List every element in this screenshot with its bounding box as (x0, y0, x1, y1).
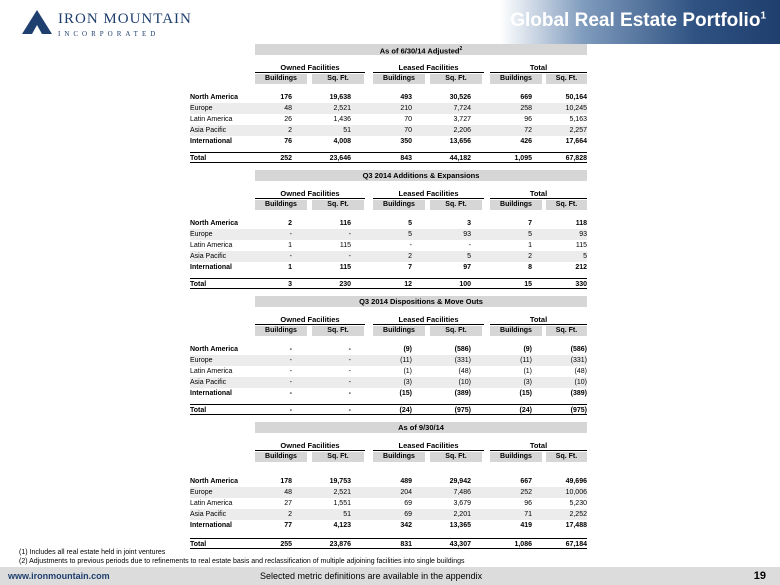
row-label: Europe (190, 105, 213, 112)
table-cell: - (409, 242, 412, 249)
table-cell: 489 (400, 478, 412, 485)
table-cell: 831 (400, 541, 412, 548)
table-row (190, 487, 587, 498)
row-label: International (190, 264, 233, 271)
logo-text: IRON MOUNTAIN (58, 11, 192, 27)
table-cell: - (289, 379, 292, 386)
table-cell: (10) (574, 379, 587, 386)
group-header-total: Total (490, 441, 587, 451)
website-link[interactable]: www.ironmountain.com (8, 571, 110, 581)
table-cell: 3,679 (453, 500, 471, 507)
table-cell: - (348, 390, 351, 397)
table-cell: - (348, 231, 351, 238)
group-header-total: Total (490, 63, 587, 73)
table-section (190, 44, 587, 167)
page-number: 19 (753, 570, 766, 582)
table-cell: (15) (519, 390, 532, 397)
row-label: Asia Pacific (190, 253, 227, 260)
table-section (190, 422, 587, 546)
table-section (190, 170, 587, 293)
table-cell: - (289, 407, 292, 414)
table-cell: 69 (404, 500, 412, 507)
table-cell: 5,230 (569, 500, 587, 507)
header-bar (0, 0, 780, 44)
table-cell: 5,163 (569, 116, 587, 123)
row-label: Europe (190, 489, 213, 496)
table-cell: (15) (399, 390, 412, 397)
table-cell: 1,086 (514, 541, 532, 548)
table-cell: 4,008 (333, 138, 351, 145)
table-cell: 178 (280, 478, 292, 485)
table-cell: 96 (524, 500, 532, 507)
table-cell: (389) (454, 390, 471, 397)
row-label: North America (190, 346, 238, 353)
table-cell: (48) (458, 368, 471, 375)
table-row (190, 92, 587, 103)
table-total-row (190, 278, 587, 289)
section-title: As of 9/30/14 (255, 422, 587, 433)
row-label: North America (190, 478, 238, 485)
table-cell: (3) (523, 379, 532, 386)
row-label: Total (190, 155, 207, 162)
table-cell: (3) (403, 379, 412, 386)
table-cell: (975) (454, 407, 471, 414)
table-cell: 176 (280, 94, 292, 101)
row-label: Latin America (190, 500, 233, 507)
table-cell: (331) (570, 357, 587, 364)
table-section (190, 296, 587, 419)
column-header-buildings: Buildings (373, 74, 425, 84)
column-header-buildings: Buildings (373, 200, 425, 210)
table-cell: 50,164 (565, 94, 587, 101)
table-cell: 419 (520, 522, 532, 529)
table-row (190, 218, 587, 229)
table-cell: 19,638 (329, 94, 351, 101)
table-cell: 13,656 (449, 138, 471, 145)
table-cell: 330 (575, 281, 587, 288)
table-cell: (11) (520, 357, 532, 364)
table-cell: 15 (524, 281, 532, 288)
table-cell: - (289, 368, 292, 375)
table-cell: 843 (400, 155, 412, 162)
table-cell: - (348, 346, 351, 353)
table-cell: - (348, 379, 351, 386)
row-label: International (190, 390, 233, 397)
table-row (190, 262, 587, 273)
table-cell: 4,123 (333, 522, 351, 529)
table-cell: 116 (339, 220, 351, 227)
column-header-buildings: Buildings (490, 74, 542, 84)
table-cell: 97 (463, 264, 471, 271)
table-cell: 212 (575, 264, 587, 271)
table-cell: 342 (400, 522, 412, 529)
table-cell: 2,521 (333, 489, 351, 496)
column-header-sqft: Sq. Ft. (430, 326, 482, 336)
column-header-buildings: Buildings (490, 452, 542, 462)
table-row (190, 251, 587, 262)
section-title: Q3 2014 Dispositions & Move Outs (255, 296, 587, 307)
table-cell: 252 (520, 489, 532, 496)
table-cell: 67,828 (565, 155, 587, 162)
column-header-sqft: Sq. Ft. (312, 326, 364, 336)
row-label: Total (190, 281, 207, 288)
group-header-total: Total (490, 189, 587, 199)
table-cell: - (289, 253, 292, 260)
table-cell: 17,664 (565, 138, 587, 145)
table-row (190, 498, 587, 509)
table-row (190, 229, 587, 240)
table-cell: 8 (528, 264, 532, 271)
table-cell: 48 (284, 489, 292, 496)
table-cell: 2 (288, 127, 292, 134)
column-header-sqft: Sq. Ft. (312, 200, 364, 210)
table-cell: 5 (528, 231, 532, 238)
table-cell: 77 (284, 522, 292, 529)
column-header-buildings: Buildings (373, 326, 425, 336)
footer-note: Selected metric definitions are available in the appendix (260, 571, 483, 581)
table-cell: 48 (284, 105, 292, 112)
table-cell: 2 (408, 253, 412, 260)
table-cell: 23,876 (329, 541, 351, 548)
table-cell: 7,724 (453, 105, 471, 112)
table-row (190, 114, 587, 125)
group-header-leased: Leased Facilities (373, 63, 484, 73)
table-cell: 1 (528, 242, 532, 249)
table-cell: (24) (519, 407, 532, 414)
column-header-buildings: Buildings (373, 452, 425, 462)
table-cell: 51 (343, 127, 351, 134)
table-cell: 27 (284, 500, 292, 507)
table-cell: 17,488 (565, 522, 587, 529)
table-cell: (9) (403, 346, 412, 353)
table-cell: - (289, 346, 292, 353)
title-footnote-mark: 1 (760, 10, 766, 22)
table-cell: 23,646 (329, 155, 351, 162)
table-cell: (389) (570, 390, 587, 397)
row-label: Asia Pacific (190, 511, 227, 518)
table-cell: 3 (288, 281, 292, 288)
table-total-row (190, 404, 587, 415)
table-cell: 29,942 (449, 478, 471, 485)
row-label: International (190, 138, 233, 145)
table-cell: 2,252 (569, 511, 587, 518)
group-header-leased: Leased Facilities (373, 189, 484, 199)
table-row (190, 344, 587, 355)
group-header-total: Total (490, 315, 587, 325)
table-cell: 3 (467, 220, 471, 227)
table-cell: 100 (459, 281, 471, 288)
column-header-buildings: Buildings (255, 452, 307, 462)
row-label: Asia Pacific (190, 127, 227, 134)
table-cell: 2 (288, 220, 292, 227)
table-cell: 3,727 (453, 116, 471, 123)
table-total-row (190, 152, 587, 163)
column-header-sqft: Sq. Ft. (546, 326, 587, 336)
group-header-owned: Owned Facilities (255, 441, 365, 451)
table-cell: (48) (574, 368, 587, 375)
table-cell: - (468, 242, 471, 249)
row-label: Latin America (190, 368, 233, 375)
column-header-sqft: Sq. Ft. (546, 200, 587, 210)
column-header-buildings: Buildings (490, 326, 542, 336)
table-cell: 67,184 (565, 541, 587, 548)
column-header-sqft: Sq. Ft. (312, 452, 364, 462)
table-cell: 2,521 (333, 105, 351, 112)
table-cell: - (289, 231, 292, 238)
table-cell: 5 (467, 253, 471, 260)
table-cell: 2,206 (453, 127, 471, 134)
table-cell: 70 (404, 116, 412, 123)
table-row (190, 103, 587, 114)
table-cell: 19,753 (329, 478, 351, 485)
table-cell: 5 (583, 253, 587, 260)
mountain-logo-icon (22, 10, 52, 34)
table-cell: 115 (575, 242, 587, 249)
table-cell: 1,551 (333, 500, 351, 507)
table-row (190, 366, 587, 377)
column-header-buildings: Buildings (255, 326, 307, 336)
table-cell: 49,696 (565, 478, 587, 485)
table-cell: 1,095 (514, 155, 532, 162)
table-cell: 96 (524, 116, 532, 123)
table-cell: 10,006 (565, 489, 587, 496)
table-cell: (586) (570, 346, 587, 353)
table-cell: 350 (400, 138, 412, 145)
group-header-owned: Owned Facilities (255, 189, 365, 199)
table-cell: 115 (339, 264, 351, 271)
group-header-owned: Owned Facilities (255, 63, 365, 73)
table-row (190, 240, 587, 251)
table-cell: (10) (458, 379, 471, 386)
row-label: Latin America (190, 116, 233, 123)
table-cell: 72 (524, 127, 532, 134)
table-cell: - (348, 368, 351, 375)
row-label: Total (190, 541, 207, 548)
logo-subtext: INCORPORATED (58, 30, 160, 38)
title-panel (500, 0, 780, 44)
table-cell: 1 (288, 264, 292, 271)
row-label: Latin America (190, 242, 233, 249)
table-row (190, 136, 587, 147)
table-cell: 204 (400, 489, 412, 496)
column-header-buildings: Buildings (255, 74, 307, 84)
table-cell: (586) (454, 346, 471, 353)
table-cell: 230 (339, 281, 351, 288)
table-cell: (975) (570, 407, 587, 414)
column-header-sqft: Sq. Ft. (312, 74, 364, 84)
table-cell: (9) (523, 346, 532, 353)
footnotes (19, 548, 465, 566)
table-cell: 2,201 (453, 511, 471, 518)
table-cell: 2 (528, 253, 532, 260)
table-cell: 13,365 (449, 522, 471, 529)
column-header-buildings: Buildings (255, 200, 307, 210)
table-cell: 93 (463, 231, 471, 238)
table-cell: 12 (404, 281, 412, 288)
table-cell: 51 (343, 511, 351, 518)
column-header-sqft: Sq. Ft. (546, 452, 587, 462)
table-cell: 71 (524, 511, 532, 518)
table-cell: (331) (454, 357, 471, 364)
table-cell: - (289, 390, 292, 397)
table-cell: 1,436 (333, 116, 351, 123)
table-cell: 667 (520, 478, 532, 485)
table-cell: 7 (408, 264, 412, 271)
table-cell: 5 (408, 231, 412, 238)
table-cell: 7,486 (453, 489, 471, 496)
row-label: International (190, 522, 233, 529)
footnote-1: (1) Includes all real estate held in joint ventures (19, 549, 166, 556)
table-cell: 30,526 (449, 94, 471, 101)
table-cell: 493 (400, 94, 412, 101)
row-label: Europe (190, 231, 213, 238)
column-header-sqft: Sq. Ft. (430, 74, 482, 84)
column-header-sqft: Sq. Ft. (430, 200, 482, 210)
row-label: North America (190, 220, 238, 227)
row-label: Total (190, 407, 207, 414)
table-cell: 252 (280, 155, 292, 162)
page-title: Global Real Estate Portfolio$^1$ (510, 10, 766, 31)
table-cell: 118 (575, 220, 587, 227)
table-cell: 258 (520, 105, 532, 112)
group-header-leased: Leased Facilities (373, 441, 484, 451)
table-cell: 426 (520, 138, 532, 145)
row-label: North America (190, 94, 238, 101)
table-row (190, 388, 587, 399)
table-cell: - (348, 357, 351, 364)
table-row (190, 125, 587, 136)
table-cell: 70 (404, 127, 412, 134)
table-cell: 2,257 (569, 127, 587, 134)
group-header-leased: Leased Facilities (373, 315, 484, 325)
table-cell: 69 (404, 511, 412, 518)
row-label: Europe (190, 357, 213, 364)
table-cell: 669 (520, 94, 532, 101)
section-title: As of 6/30/14 Adjusted$^2$ (255, 44, 587, 55)
column-header-sqft: Sq. Ft. (430, 452, 482, 462)
table-row (190, 476, 587, 487)
table-cell: 44,182 (449, 155, 471, 162)
footnote-2: (2) Adjustments to previous periods due to refinements to real estate basis and reclassification of multiple adjoining facilities into single buildings (19, 558, 465, 565)
table-cell: 76 (284, 138, 292, 145)
table-cell: (24) (399, 407, 412, 414)
table-cell: 1 (288, 242, 292, 249)
table-cell: 2 (288, 511, 292, 518)
table-cell: (11) (400, 357, 412, 364)
table-cell: - (348, 253, 351, 260)
table-row (190, 377, 587, 388)
table-cell: 255 (280, 541, 292, 548)
table-cell: - (289, 357, 292, 364)
column-header-buildings: Buildings (490, 200, 542, 210)
row-label: Asia Pacific (190, 379, 227, 386)
table-cell: 7 (528, 220, 532, 227)
section-title: Q3 2014 Additions & Expansions (255, 170, 587, 181)
section-footnote-mark: 2 (459, 46, 463, 52)
table-row (190, 509, 587, 520)
table-cell: - (348, 407, 351, 414)
table-cell: 210 (400, 105, 412, 112)
table-cell: 26 (284, 116, 292, 123)
table-cell: 115 (339, 242, 351, 249)
table-cell: 43,307 (449, 541, 471, 548)
footer-bar (0, 567, 780, 585)
table-cell: (1) (523, 368, 532, 375)
table-row (190, 520, 587, 531)
table-cell: 93 (579, 231, 587, 238)
company-logo (22, 8, 222, 42)
table-cell: (1) (403, 368, 412, 375)
table-row (190, 355, 587, 366)
column-header-sqft: Sq. Ft. (546, 74, 587, 84)
table-cell: 10,245 (565, 105, 587, 112)
table-cell: 5 (408, 220, 412, 227)
group-header-owned: Owned Facilities (255, 315, 365, 325)
